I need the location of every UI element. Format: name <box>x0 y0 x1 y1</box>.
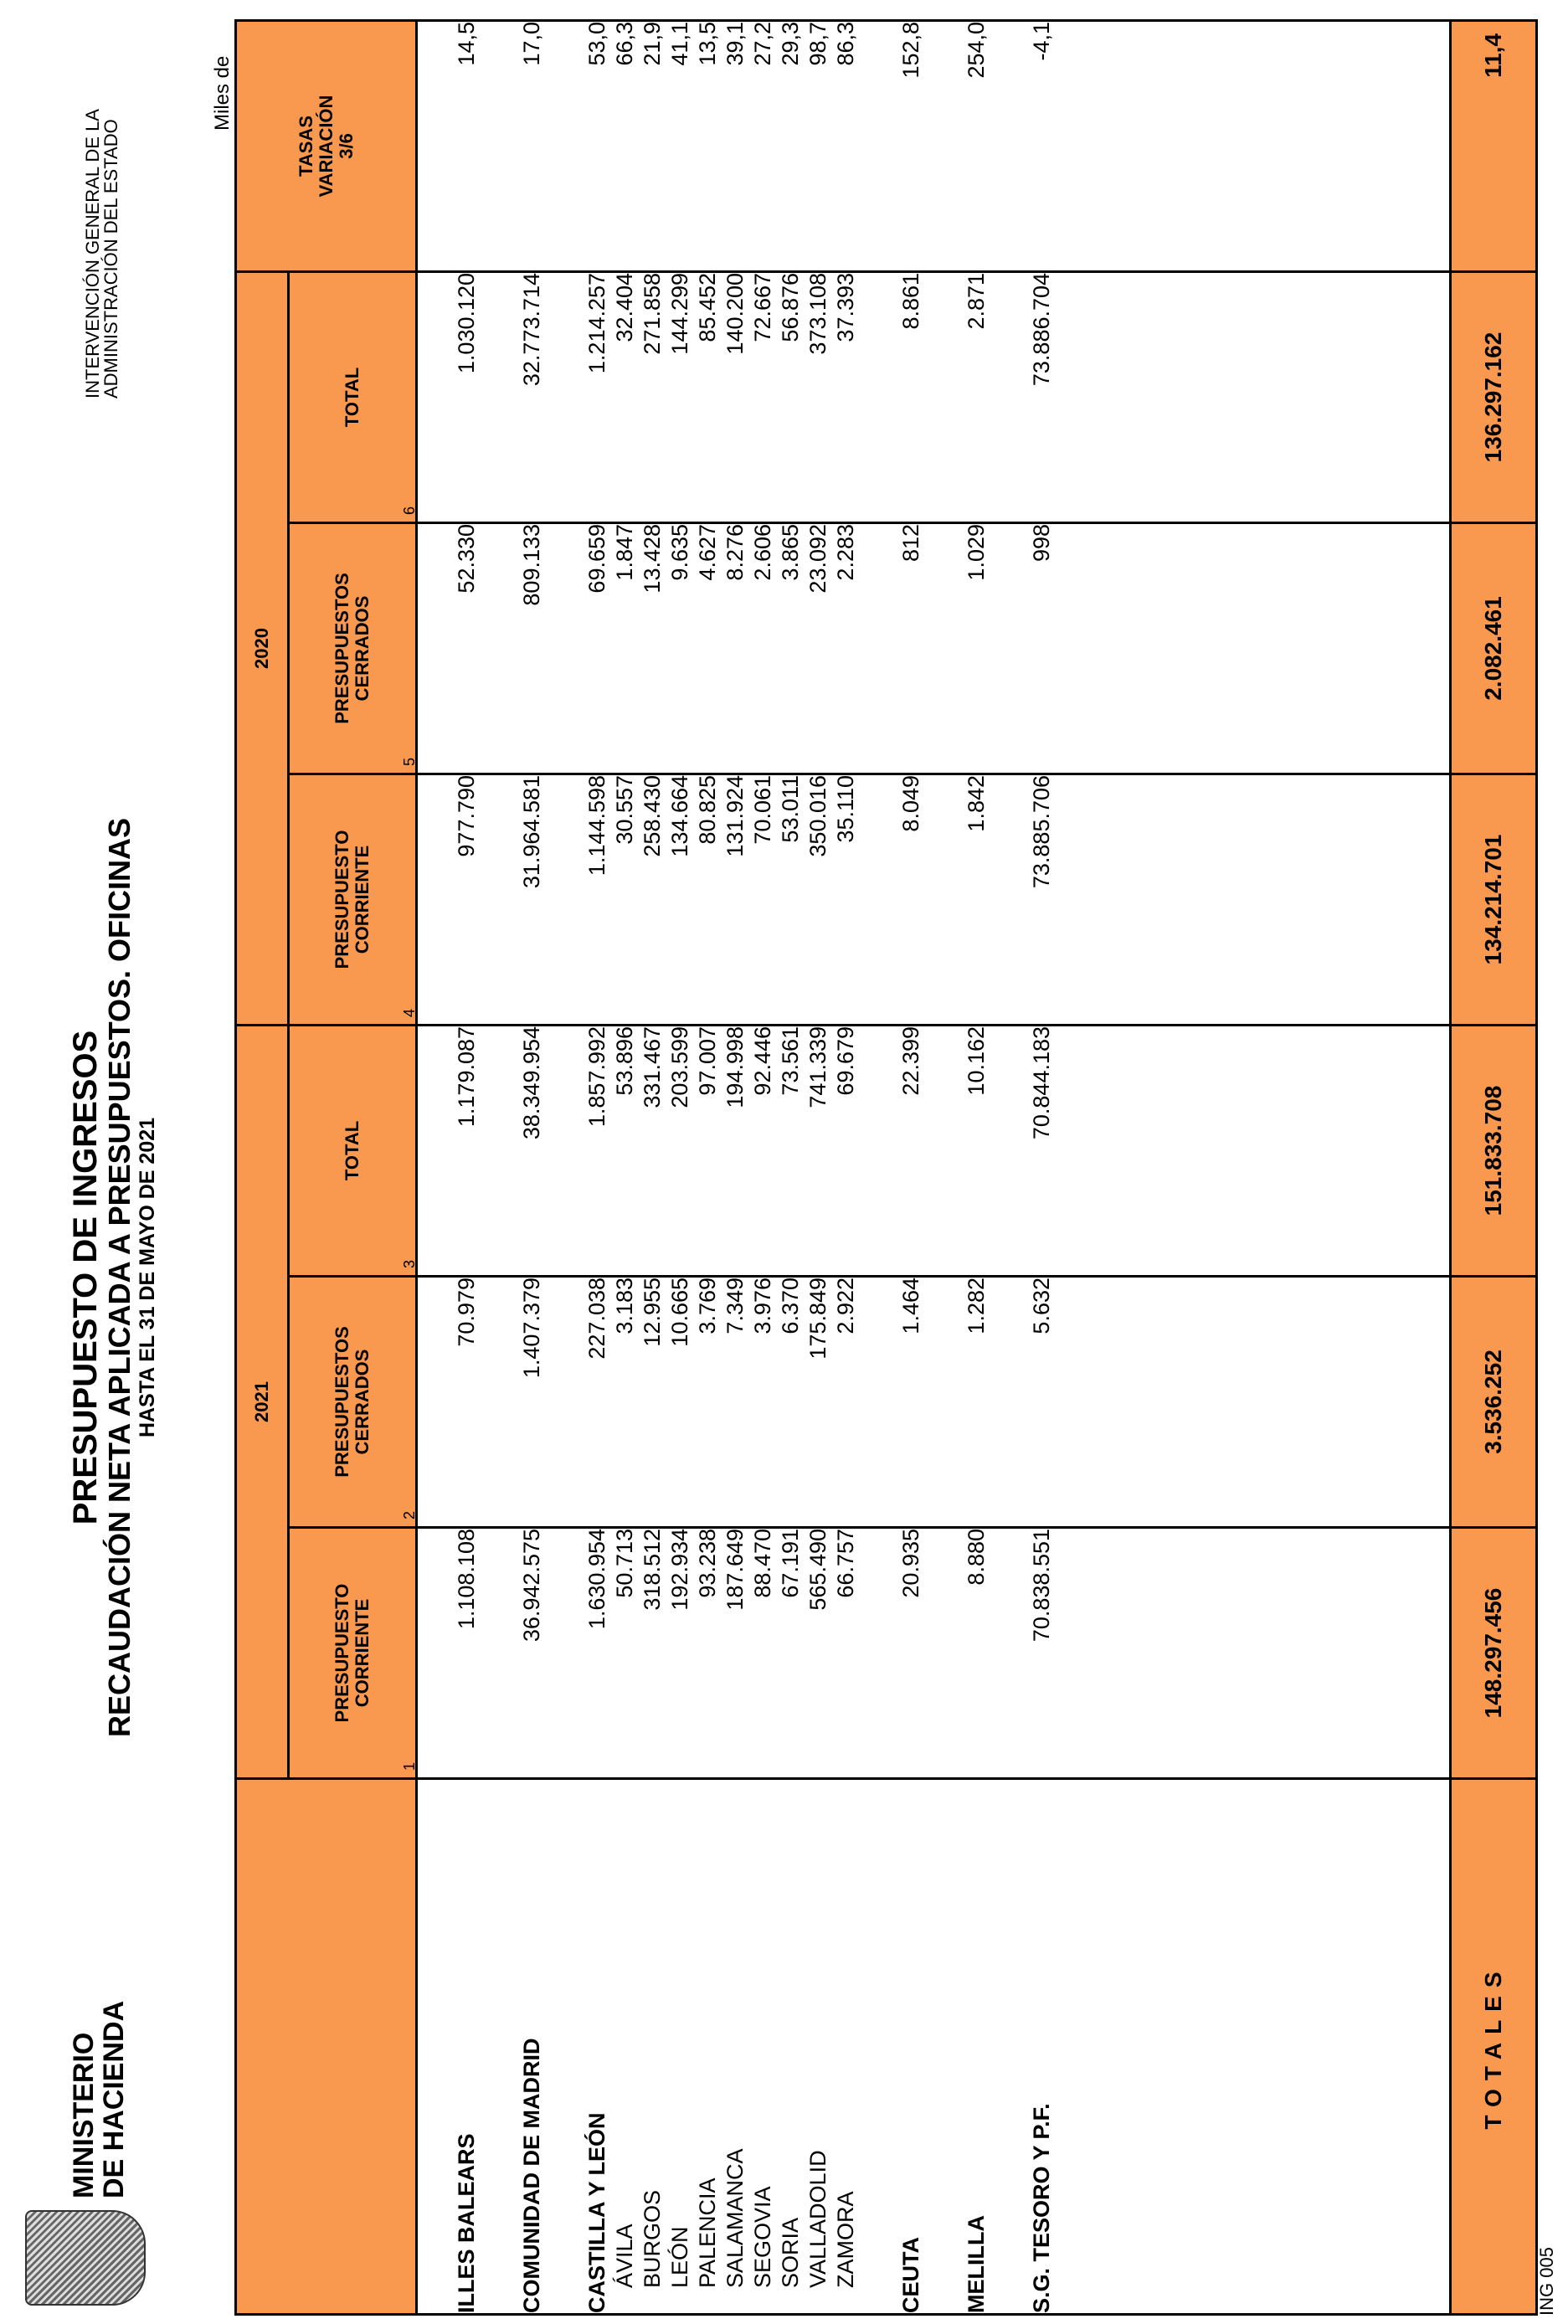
column-index: 6 <box>401 506 418 515</box>
row-label: CEUTA <box>898 2237 923 2313</box>
cell: 140.200 <box>722 272 748 355</box>
cell: 73.885.706 <box>1029 774 1054 889</box>
cell: 1.464 <box>898 1278 923 1334</box>
cell: 3.865 <box>778 523 803 581</box>
column-index: 1 <box>401 1761 418 1771</box>
cell: 88.470 <box>750 1529 775 1598</box>
cell: 53.011 <box>778 774 803 843</box>
cell: 8.880 <box>964 1529 989 1586</box>
cell: 373.108 <box>805 272 830 355</box>
cell: 69.659 <box>584 523 609 594</box>
cell: 350.016 <box>805 774 830 857</box>
rate-header-line-1: TASAS <box>295 116 316 177</box>
cell: 2.606 <box>750 523 775 581</box>
cell: 50.713 <box>612 1529 637 1598</box>
cell: 72.667 <box>750 272 775 342</box>
ministry-line-2: DE HACIENDA <box>98 2000 130 2198</box>
col-header-corriente-2021 <box>289 1528 417 1779</box>
igae-line-2: ADMINISTRACIÓN DEL ESTADO <box>100 119 121 398</box>
cell: 1.179.087 <box>454 1026 479 1128</box>
cell: 80.825 <box>695 774 720 845</box>
cell: 66.757 <box>833 1529 858 1598</box>
cell: 10.665 <box>667 1278 692 1347</box>
row-label: SALAMANCA <box>722 2148 748 2288</box>
cell: 17,0 <box>519 21 544 66</box>
header-line: PRESUPUESTO <box>332 1583 352 1723</box>
cell: 192.934 <box>667 1529 692 1611</box>
cell: 187.649 <box>722 1529 748 1611</box>
cell: 36.942.575 <box>519 1529 544 1643</box>
total-cell: 2.082.461 <box>1451 522 1537 774</box>
cell: 56.876 <box>778 272 803 342</box>
cell: 29,3 <box>778 21 803 66</box>
cell: 32.773.714 <box>519 272 544 387</box>
cell: 741.339 <box>805 1026 830 1108</box>
cell: 2.922 <box>833 1278 858 1334</box>
row-label: BURGOS <box>640 2189 665 2288</box>
page-code: ING 005 <box>1536 2247 1557 2316</box>
coat-of-arms-icon <box>25 2210 146 2306</box>
column-index: 4 <box>401 1008 418 1017</box>
rate-header <box>236 20 417 271</box>
row-label: ILLES BALEARS <box>454 2133 479 2313</box>
cell: 97.007 <box>695 1026 720 1096</box>
cell: 5.632 <box>1029 1278 1054 1334</box>
cell: 254,0 <box>964 21 989 79</box>
cell: 39,1 <box>722 21 748 66</box>
cell: 70.844.183 <box>1029 1026 1054 1140</box>
cell: 37.393 <box>833 272 858 342</box>
cell: 809.133 <box>519 523 544 606</box>
year-2021-header: 2021 <box>236 1025 289 1778</box>
cell: 12.955 <box>640 1278 665 1347</box>
total-cell: 136.297.162 <box>1451 271 1537 522</box>
cell: 1.842 <box>964 774 989 832</box>
cell: 21,9 <box>640 21 665 66</box>
cell: 3.769 <box>695 1278 720 1334</box>
cell: 134.664 <box>667 774 692 857</box>
cell: 8.049 <box>898 774 923 832</box>
table-body-row <box>417 20 1451 2314</box>
cell: 93.238 <box>695 1529 720 1598</box>
cell: 3.976 <box>750 1278 775 1334</box>
col-header-corriente-2020 <box>289 774 417 1025</box>
units-label: Miles de <box>211 55 234 131</box>
row-label: CASTILLA Y LEÓN <box>584 2112 609 2313</box>
row-label: SEGOVIA <box>750 2186 775 2288</box>
igae-label <box>84 109 121 398</box>
row-label: MELILLA <box>964 2215 989 2313</box>
cell: 41,1 <box>667 21 692 66</box>
row-label: ÁVILA <box>612 2224 637 2288</box>
cell: 565.490 <box>805 1529 830 1611</box>
header-line: CERRADOS <box>352 1349 373 1455</box>
cell: 30.557 <box>612 774 637 845</box>
cell: 8.861 <box>898 272 923 330</box>
totals-label: TOTALES <box>1451 1779 1537 2315</box>
cell: 1.029 <box>964 523 989 581</box>
cell: 73.561 <box>778 1026 803 1096</box>
cell: 9.635 <box>667 523 692 581</box>
cell: 227.038 <box>584 1278 609 1360</box>
cell: 10.162 <box>964 1026 989 1096</box>
cell: 2.871 <box>964 272 989 330</box>
cell: 131.924 <box>722 774 748 857</box>
column-index: 5 <box>401 757 418 766</box>
col-header-total-2021: TOTAL <box>289 1025 417 1276</box>
cell: 66,3 <box>612 21 637 66</box>
cell: 152,8 <box>898 21 923 79</box>
cell: 4.627 <box>695 523 720 581</box>
cell: 6.370 <box>778 1278 803 1334</box>
cell: 203.599 <box>667 1026 692 1108</box>
cell: 14,5 <box>454 21 479 66</box>
total-cell: 148.297.456 <box>1451 1528 1537 1779</box>
cell: 1.144.598 <box>584 774 609 877</box>
cell: 1.030.120 <box>454 272 479 374</box>
cell: 318.512 <box>640 1529 665 1611</box>
cell: 70.838.551 <box>1029 1529 1054 1643</box>
cell: 258.430 <box>640 774 665 857</box>
total-cell: 151.833.708 <box>1451 1025 1537 1276</box>
year-2020-header: 2020 <box>236 271 289 1025</box>
cell: 812 <box>898 523 923 563</box>
total-cell: 134.214.701 <box>1451 774 1537 1025</box>
header-line: PRESUPUESTOS <box>332 1326 352 1478</box>
col-total-2020 <box>401 271 1451 522</box>
cell: 3.183 <box>612 1278 637 1334</box>
cell: 38.349.954 <box>519 1026 544 1140</box>
cell: 98,7 <box>805 21 830 66</box>
totals-row <box>1451 20 1537 2314</box>
name-header <box>236 1779 417 2315</box>
cell: 144.299 <box>667 272 692 355</box>
total-cell: 3.536.252 <box>1451 1277 1537 1528</box>
row-label: SORIA <box>778 2217 803 2288</box>
ministry-name <box>69 2001 129 2198</box>
cell: 13.428 <box>640 523 665 594</box>
cell: 92.446 <box>750 1026 775 1096</box>
cell: 271.858 <box>640 272 665 355</box>
cell: 1.407.379 <box>519 1278 544 1379</box>
title-date: HASTA EL 31 DE MAYO DE 2021 <box>136 1117 159 1438</box>
total-cell: 11,4 <box>1451 20 1537 271</box>
title-sub: RECAUDACIÓN NETA APLICADA A PRESUPUESTOS. OFICINAS <box>102 817 136 1738</box>
col-cerrados-2020 <box>401 522 1451 774</box>
cell: -4,1 <box>1029 21 1054 61</box>
cell: 70.979 <box>454 1278 479 1347</box>
header-line: PRESUPUESTO <box>332 830 352 969</box>
cell: 35.110 <box>833 774 858 843</box>
cell: 1.214.257 <box>584 272 609 374</box>
cell: 69.679 <box>833 1026 858 1096</box>
cell: 31.964.581 <box>519 774 544 889</box>
cell: 1.630.954 <box>584 1529 609 1630</box>
cell: 86,3 <box>833 21 858 66</box>
cell: 73.886.704 <box>1029 272 1054 387</box>
cell: 2.283 <box>833 523 858 581</box>
col-header-cerrados-2021 <box>289 1277 417 1528</box>
row-label: VALLADOLID <box>805 2150 830 2288</box>
col-rate <box>417 20 1451 271</box>
header-line: CORRIENTE <box>352 845 373 954</box>
cell: 53.896 <box>612 1026 637 1096</box>
header-line: PRESUPUESTOS <box>332 573 352 724</box>
name-column <box>417 1779 1451 2315</box>
cell: 23.092 <box>805 523 830 594</box>
cell: 8.276 <box>722 523 748 581</box>
row-label: S.G. TESORO Y P.F. <box>1029 2103 1054 2313</box>
row-label: LEÓN <box>667 2226 692 2288</box>
cell: 998 <box>1029 523 1054 563</box>
rate-header-line-3: 3/6 <box>335 133 357 159</box>
cell: 20.935 <box>898 1529 923 1598</box>
cell: 331.467 <box>640 1026 665 1108</box>
col-corriente-2020 <box>401 774 1451 1025</box>
cell: 13,5 <box>695 21 720 66</box>
cell: 1.282 <box>964 1278 989 1334</box>
title-main: PRESUPUESTO DE INGRESOS <box>67 1030 104 1525</box>
cell: 32.404 <box>612 272 637 342</box>
column-index: 3 <box>401 1259 418 1268</box>
cell: 52.330 <box>454 523 479 594</box>
header-line: CORRIENTE <box>352 1598 373 1708</box>
rate-header-line-2: VARIACIÓN <box>315 95 337 198</box>
cell: 977.790 <box>454 774 479 857</box>
cell: 70.061 <box>750 774 775 845</box>
ministry-line-1: MINISTERIO <box>68 2032 100 2198</box>
cell: 1.857.992 <box>584 1026 609 1128</box>
header-line: CERRADOS <box>352 595 373 702</box>
col-cerrados-2021 <box>401 1277 1451 1528</box>
revenue-table <box>234 19 1538 2316</box>
cell: 67.191 <box>778 1529 803 1598</box>
igae-line-1: INTERVENCIÓN GENERAL DE LA <box>82 109 103 398</box>
cell: 194.998 <box>722 1026 748 1108</box>
col-header-cerrados-2020 <box>289 522 417 774</box>
cell: 7.349 <box>722 1278 748 1334</box>
col-header-total-2020: TOTAL <box>289 271 417 522</box>
cell: 1.108.108 <box>454 1529 479 1630</box>
cell: 1.847 <box>612 523 637 581</box>
cell: 27,2 <box>750 21 775 66</box>
row-label: COMUNIDAD DE MADRID <box>519 2038 544 2313</box>
row-label: ZAMORA <box>833 2191 858 2288</box>
cell: 22.399 <box>898 1026 923 1096</box>
column-index: 2 <box>401 1510 418 1519</box>
row-label: PALENCIA <box>695 2177 720 2288</box>
cell: 175.849 <box>805 1278 830 1360</box>
cell: 53,0 <box>584 21 609 66</box>
cell: 85.452 <box>695 272 720 342</box>
col-total-2021 <box>401 1025 1451 1276</box>
col-corriente-2021 <box>401 1528 1451 1779</box>
